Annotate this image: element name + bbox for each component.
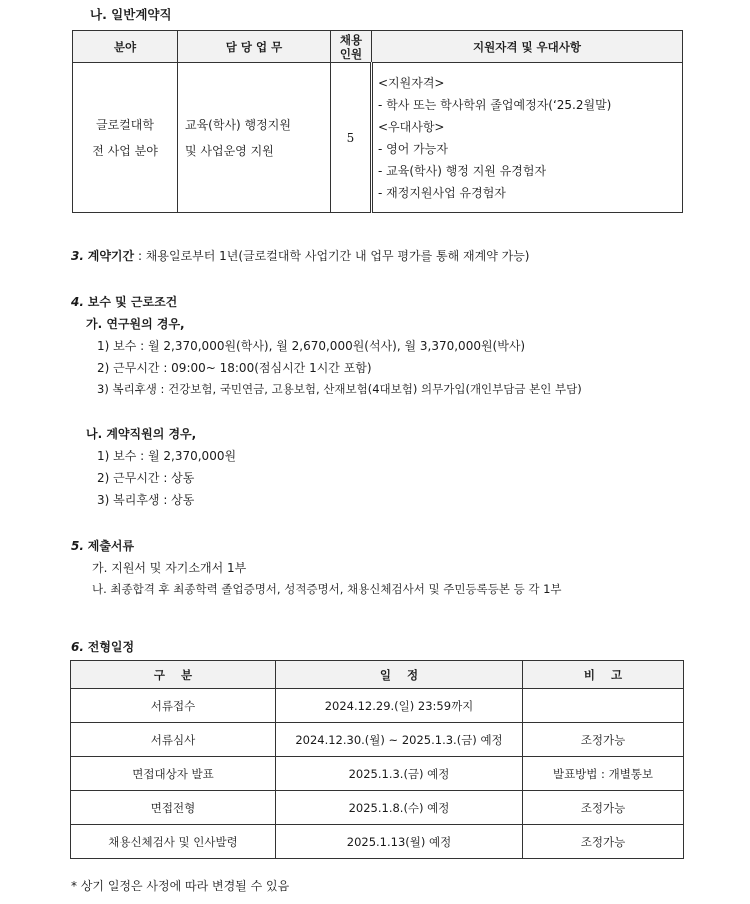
general-contract-table <box>72 30 683 213</box>
section-number: 6. <box>71 640 84 654</box>
header-count: 채용 인원 <box>331 31 372 63</box>
section-number: 4. <box>71 295 84 309</box>
cell-category: 채용신체검사 및 인사발령 <box>71 825 276 859</box>
contract-staff-item: 1) 보수 : 월 2,370,000원 <box>97 449 237 463</box>
section-title-general-contract: 나. 일반계약직 <box>90 7 172 22</box>
qual-line: - 교육(학사) 행정 지원 유경험자 <box>378 163 547 178</box>
section-number: 5. <box>71 539 84 553</box>
table-header-row <box>71 661 684 689</box>
table-header-row <box>73 31 683 63</box>
section-pay-title <box>71 293 177 310</box>
researcher-item: 3) 복리후생 : 건강보험, 국민연금, 고용보험, 산재보험(4대보험) 의무가입(개인부담금 본인 부담) <box>97 382 582 396</box>
section-label: 전형일정 <box>87 640 135 654</box>
qual-line: <지원자격> <box>378 75 445 90</box>
table-row <box>73 63 683 213</box>
cell-category: 면접대상자 발표 <box>71 757 276 791</box>
cell-schedule: 2024.12.29.(일) 23:59까지 <box>276 689 523 723</box>
cell-qualifications <box>372 63 683 213</box>
table-row <box>71 723 684 757</box>
contract-staff-subtitle: 나. 계약직원의 경우, <box>86 427 197 441</box>
section-text: : 채용일로부터 1년(글로컬대학 사업기간 내 업무 평가를 통해 재계약 가능) <box>134 249 530 263</box>
researcher-item: 2) 근무시간 : 09:00~ 18:00(점심시간 1시간 포함) <box>97 361 372 375</box>
schedule-note: * 상기 일정은 사정에 따라 변경될 수 있음 <box>71 879 290 893</box>
section-label: 제출서류 <box>87 539 135 553</box>
section-contract-period <box>71 247 529 264</box>
section-number: 3. <box>71 249 84 263</box>
duty-line-1: 교육(학사) 행정지원 <box>185 117 291 132</box>
table-row <box>71 689 684 723</box>
qual-line: <우대사항> <box>378 119 445 134</box>
table-row <box>71 825 684 859</box>
contract-staff-item: 2) 근무시간 : 상동 <box>97 471 195 485</box>
section-documents-title <box>71 537 134 554</box>
cell-duty <box>178 63 331 213</box>
cell-schedule: 2025.1.8.(수) 예정 <box>276 791 523 825</box>
header-qualifications: 지원자격 및 우대사항 <box>372 31 683 63</box>
cell-schedule: 2025.1.3.(금) 예정 <box>276 757 523 791</box>
qual-line: - 영어 가능자 <box>378 141 448 156</box>
header-remarks: 비 고 <box>523 661 684 689</box>
documents-item: 가. 지원서 및 자기소개서 1부 <box>92 561 247 575</box>
contract-staff-item: 3) 복리후생 : 상동 <box>97 493 195 507</box>
header-schedule: 일 정 <box>276 661 523 689</box>
field-line-2: 전 사업 분야 <box>92 143 158 158</box>
table-row <box>71 757 684 791</box>
header-category: 구 분 <box>71 661 276 689</box>
cell-category: 서류심사 <box>71 723 276 757</box>
header-duty: 담 당 업 무 <box>178 31 331 63</box>
cell-remarks: 조정가능 <box>523 723 684 757</box>
documents-item: 나. 최종합격 후 최종학력 졸업증명서, 성적증명서, 채용신체검사서 및 주민등록등본 등 각 1부 <box>92 582 562 596</box>
cell-category: 서류접수 <box>71 689 276 723</box>
cell-field <box>73 63 178 213</box>
cell-remarks: 조정가능 <box>523 825 684 859</box>
qual-line: - 재정지원사업 유경험자 <box>378 185 506 200</box>
cell-schedule: 2025.1.13(월) 예정 <box>276 825 523 859</box>
cell-schedule: 2024.12.30.(월) ~ 2025.1.3.(금) 예정 <box>276 723 523 757</box>
cell-remarks: 조정가능 <box>523 791 684 825</box>
section-label: 보수 및 근로조건 <box>87 295 178 309</box>
duty-line-2: 및 사업운영 지원 <box>185 143 274 158</box>
table-row <box>71 791 684 825</box>
header-field: 분야 <box>73 31 178 63</box>
qual-line: - 학사 또는 학사학위 졸업예정자(‘25.2월말) <box>378 97 612 112</box>
researcher-item: 1) 보수 : 월 2,370,000원(학사), 월 2,670,000원(석사), 월 3,370,000원(박사) <box>97 339 526 353</box>
researcher-subtitle: 가. 연구원의 경우, <box>86 317 185 331</box>
cell-category: 면접전형 <box>71 791 276 825</box>
cell-count: 5 <box>331 63 372 213</box>
field-line-1: 글로컬대학 <box>96 117 154 132</box>
section-schedule-title <box>71 638 134 655</box>
cell-remarks: 발표방법 : 개별통보 <box>523 757 684 791</box>
schedule-table <box>70 660 684 859</box>
cell-remarks <box>523 689 684 723</box>
section-label: 계약기간 <box>87 249 135 263</box>
